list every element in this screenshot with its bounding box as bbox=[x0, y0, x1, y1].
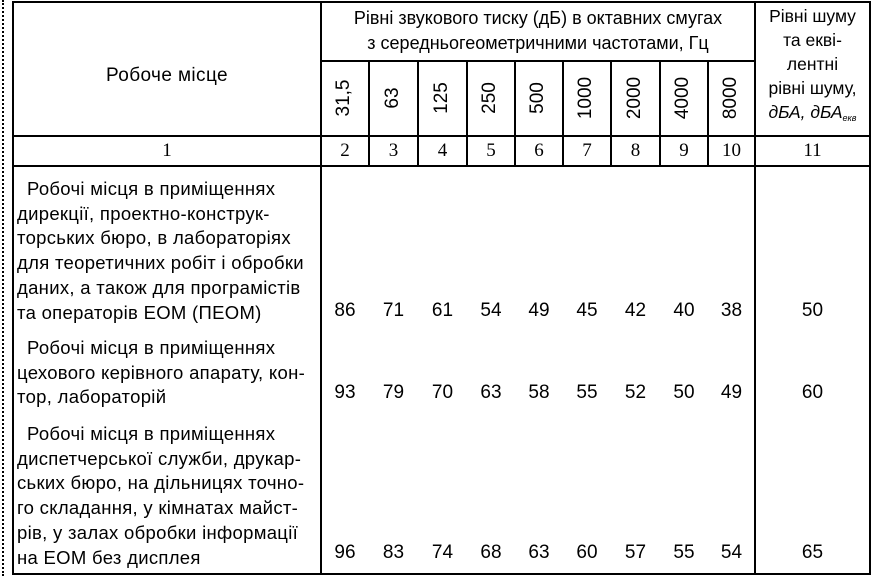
description-line: диспетчерської служби, друкар- bbox=[17, 447, 302, 469]
header-noise-line-3: лентні bbox=[786, 54, 839, 74]
row-2-value: 79 bbox=[382, 382, 405, 403]
description-line: на ЕОМ без дисплея bbox=[17, 546, 201, 568]
column-number: 9 bbox=[679, 140, 689, 161]
row-1-value: 54 bbox=[480, 300, 502, 321]
row-1-value: 45 bbox=[576, 300, 598, 321]
header-noise-unit-main: дБА, дБА bbox=[768, 102, 843, 122]
description-line: Робочі місця в приміщеннях bbox=[27, 337, 276, 358]
description-line: Робочі місця в приміщеннях bbox=[27, 178, 276, 199]
description-line: тор, лабораторій bbox=[17, 386, 167, 408]
column-number: 7 bbox=[582, 140, 592, 161]
freq-label: 2000 bbox=[624, 76, 645, 120]
description-line: ських бюро, на дільницях точно- bbox=[17, 472, 305, 494]
rule-top bbox=[12, 1, 871, 3]
freq-label: 500 bbox=[527, 82, 548, 114]
row-2-value: 70 bbox=[431, 382, 454, 403]
column-number: 3 bbox=[388, 140, 399, 161]
header-workplace: Робоче місце bbox=[105, 65, 228, 86]
header-sound-pressure-line2: з середньогеометричними частотами, Гц bbox=[367, 33, 709, 53]
workplace-description bbox=[17, 177, 319, 325]
row-3-value: 63 bbox=[528, 542, 550, 563]
row-2-value: 49 bbox=[720, 382, 743, 403]
row-2-value: 52 bbox=[624, 382, 647, 403]
row-2-equivalent: 60 bbox=[801, 382, 824, 403]
freq-label: 31,5 bbox=[333, 79, 354, 117]
row-3-value: 96 bbox=[334, 542, 356, 563]
freq-label: 125 bbox=[431, 82, 452, 114]
description-line: та операторів ЕОМ (ПЕОМ) bbox=[17, 301, 262, 323]
row-1-value: 40 bbox=[673, 300, 695, 321]
row-3-value: 55 bbox=[673, 542, 695, 563]
row-3-value: 60 bbox=[576, 542, 598, 563]
description-line: рів, у залах обробки інформації bbox=[17, 521, 299, 543]
row-1-equivalent: 50 bbox=[801, 300, 824, 321]
row-1-value: 38 bbox=[720, 300, 743, 321]
row-2-value: 58 bbox=[528, 382, 550, 403]
row-2-value: 55 bbox=[576, 382, 598, 403]
row-3-value: 54 bbox=[720, 542, 743, 563]
column-number: 5 bbox=[486, 140, 496, 161]
rule-bottom bbox=[12, 573, 871, 575]
column-number: 10 bbox=[722, 140, 741, 161]
header-noise-line-4: рівні шуму, bbox=[768, 78, 857, 98]
column-number: 8 bbox=[630, 140, 641, 161]
freq-label: 8000 bbox=[720, 76, 741, 120]
row-3-value: 68 bbox=[480, 542, 502, 563]
row-1-value: 49 bbox=[528, 300, 550, 321]
header-noise-line-2: та екві- bbox=[783, 30, 842, 50]
workplace-description bbox=[17, 336, 319, 410]
description-line: го складання, у кімнатах майст- bbox=[17, 497, 299, 519]
rule-workplace-right bbox=[320, 1, 322, 574]
row-2-value: 93 bbox=[334, 382, 356, 403]
header-sound-pressure-line1: Рівні звукового тиску (дБ) в октавних смугах bbox=[353, 8, 723, 28]
freq-label: 1000 bbox=[575, 76, 596, 120]
row-1-value: 71 bbox=[382, 300, 405, 321]
column-number: 11 bbox=[803, 140, 822, 161]
description-line: дирекції, проектно-конструк- bbox=[17, 202, 270, 224]
freq-label: 4000 bbox=[672, 76, 693, 120]
row-2-value: 50 bbox=[673, 382, 695, 403]
freq-label: 63 bbox=[382, 87, 403, 109]
column-number: 1 bbox=[162, 140, 172, 161]
row-3-value: 57 bbox=[624, 542, 647, 563]
description-line: цехового керівного апарату, кон- bbox=[17, 361, 306, 383]
column-number: 6 bbox=[534, 140, 544, 161]
row-2-value: 63 bbox=[480, 382, 502, 403]
row-3-equivalent: 65 bbox=[801, 542, 824, 563]
binding-edge bbox=[2, 0, 4, 576]
row-3-value: 83 bbox=[382, 542, 405, 563]
rule-freq-top bbox=[320, 60, 754, 62]
row-3-value: 74 bbox=[431, 542, 454, 563]
column-number: 4 bbox=[437, 140, 448, 161]
row-1-value: 42 bbox=[624, 300, 647, 321]
description-line: для теоретичних робіт і обробки bbox=[17, 252, 304, 274]
workplace-description bbox=[17, 422, 319, 570]
freq-label: 250 bbox=[479, 82, 500, 114]
rule-colnum-bottom bbox=[12, 165, 871, 167]
description-line: даних, а також для програмістів bbox=[17, 276, 301, 298]
header-noise-unit-sub: екв bbox=[842, 113, 857, 123]
header-noise-levels bbox=[756, 4, 869, 130]
description-line: Робочі місця в приміщеннях bbox=[27, 423, 276, 444]
row-1-value: 86 bbox=[334, 300, 356, 321]
row-1-value: 61 bbox=[431, 300, 454, 321]
rule-header-bottom bbox=[12, 135, 871, 137]
header-noise-line-1: Рівні шуму bbox=[769, 6, 856, 26]
description-line: торських бюро, в лабораторіях bbox=[17, 227, 291, 249]
column-number: 2 bbox=[340, 140, 350, 161]
header-noise-unit bbox=[756, 100, 869, 130]
